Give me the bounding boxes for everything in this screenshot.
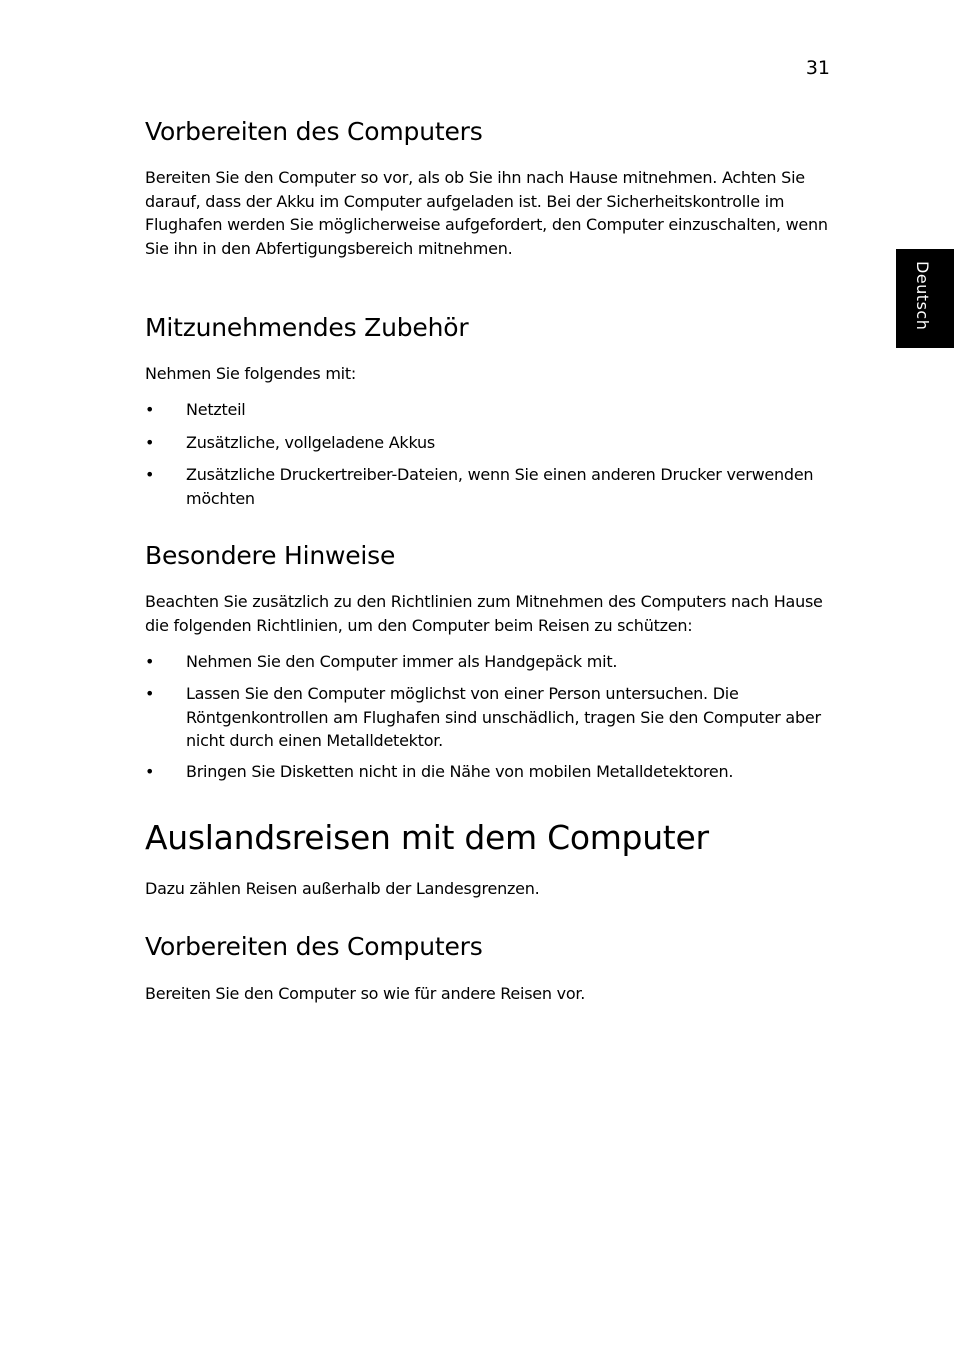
bullet-marker: •	[145, 762, 155, 781]
page-number: 31	[805, 57, 830, 79]
list-item-text: Bringen Sie Disketten nicht in die Nähe von mobilen Metalldetektoren.	[186, 762, 734, 781]
list-item-text: Netzteil	[186, 400, 246, 419]
bullet-marker: •	[145, 465, 155, 484]
section-paragraph-special-notes: Beachten Sie zusätzlich zu den Richtlinien zum Mitnehmen des Computers nach Hause die folgenden Richtlinien, um den Computer beim Reisen zu schützen:	[145, 592, 823, 635]
list-item-text: Zusätzliche Druckertreiber-Dateien, wenn Sie einen anderen Drucker verwenden möchten	[186, 465, 814, 508]
list-item-text: Zusätzliche, vollgeladene Akkus	[186, 433, 435, 452]
section-heading-preparing-computer: Vorbereiten des Computers	[145, 117, 483, 146]
language-tab	[896, 249, 954, 348]
section-heading-special-notes: Besondere Hinweise	[145, 541, 396, 570]
subsection-paragraph-preparing-computer: Bereiten Sie den Computer so wie für andere Reisen vor.	[145, 984, 586, 1003]
bullet-marker: •	[145, 652, 155, 671]
section-heading-accessories: Mitzunehmendes Zubehör	[145, 313, 469, 342]
section-paragraph-preparing-computer: Bereiten Sie den Computer so vor, als ob Sie ihn nach Hause mitnehmen. Achten Sie darauf, dass der Akku im Computer aufgeladen ist. Bei der Sicherheitskontrolle im Flughafen werden Sie möglicherweise aufgefordert, den Computer einzuschalten, wenn Sie ihn in den Abfertigungsbereich mitnehmen.	[145, 168, 828, 258]
chapter-paragraph-traveling-abroad: Dazu zählen Reisen außerhalb der Landesgrenzen.	[145, 879, 540, 898]
bullet-marker: •	[145, 684, 155, 703]
section-paragraph-accessories: Nehmen Sie folgendes mit:	[145, 364, 357, 383]
bullet-marker: •	[145, 433, 155, 452]
list-item-text: Lassen Sie den Computer möglichst von einer Person untersuchen. Die Röntgenkontrollen am Flughafen sind unschädlich, tragen Sie den Computer aber nicht durch einen Metalldetektor.	[186, 684, 821, 750]
chapter-heading-traveling-abroad: Auslandsreisen mit dem Computer	[145, 818, 709, 857]
bullet-marker: •	[145, 400, 155, 419]
list-item-text: Nehmen Sie den Computer immer als Handgepäck mit.	[186, 652, 618, 671]
subsection-heading-preparing-computer: Vorbereiten des Computers	[145, 932, 483, 961]
language-tab-label: Deutsch	[913, 261, 932, 331]
